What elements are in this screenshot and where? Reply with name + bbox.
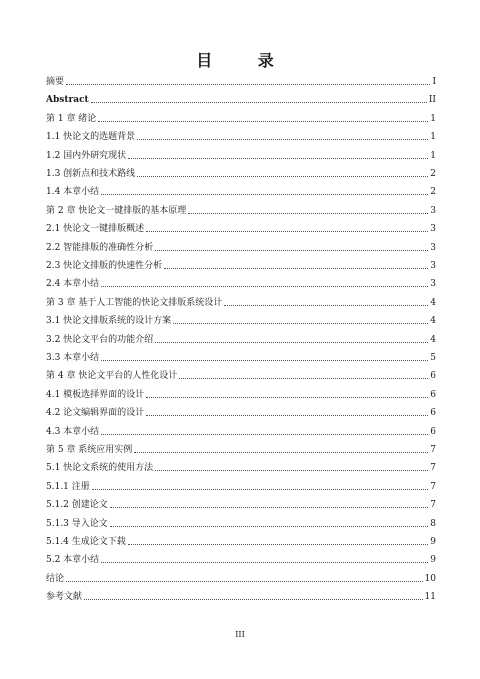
toc-entry[interactable] xyxy=(46,166,436,180)
toc-dot-leader xyxy=(101,434,428,435)
toc-dot-leader xyxy=(164,268,428,269)
toc-entry-page-number: 7 xyxy=(430,481,436,492)
toc-entry-label: 3.2 快论文平台的功能介绍 xyxy=(46,334,154,345)
toc-dot-leader xyxy=(91,102,427,103)
toc-entry-label: 2.3 快论文排版的快速性分析 xyxy=(46,261,163,271)
toc-entry[interactable] xyxy=(46,276,436,290)
toc-dot-leader xyxy=(101,286,428,287)
toc-entry[interactable] xyxy=(46,589,436,603)
toc-entry-label: 3.3 本章小结 xyxy=(46,353,100,363)
toc-dot-leader xyxy=(128,158,428,159)
toc-entry[interactable] xyxy=(46,258,436,272)
page-number-footer: III xyxy=(235,630,245,639)
toc-entry-page-number: 1 xyxy=(430,132,436,143)
toc-dot-leader xyxy=(137,176,428,177)
toc-entry-label: 5.2 本章小结 xyxy=(46,555,100,566)
toc-entry-label: 5.1 快论文系统的使用方法 xyxy=(46,463,154,474)
toc-entry-page-number: 3 xyxy=(430,242,436,253)
toc-dot-leader xyxy=(134,452,428,453)
toc-entry-label: 2.4 本章小结 xyxy=(46,279,100,290)
toc-entry-page-number: 3 xyxy=(430,261,436,271)
toc-entry-page-number: 11 xyxy=(424,592,436,603)
toc-dot-leader xyxy=(92,489,429,490)
toc-dot-leader xyxy=(98,121,428,122)
toc-entry-label: 4.1 模板选择界面的设计 xyxy=(46,389,145,400)
toc-entry-page-number: I xyxy=(432,77,436,87)
toc-entry[interactable] xyxy=(46,350,436,364)
toc-dot-leader xyxy=(173,323,428,324)
toc-entry-page-number: 7 xyxy=(430,463,436,474)
toc-entry-label: 1.2 国内外研究现状 xyxy=(46,150,127,161)
toc-entry[interactable] xyxy=(46,552,436,566)
toc-entry-label: 参考文献 xyxy=(46,592,83,603)
toc-entry[interactable] xyxy=(46,184,436,198)
toc-entry-label: 第 3 章 基于人工智能的快论文排版系统设计 xyxy=(46,297,223,308)
toc-entry[interactable] xyxy=(46,460,436,474)
toc-entry-page-number: 5 xyxy=(430,353,436,363)
toc-entry[interactable] xyxy=(46,534,436,548)
toc-dot-leader xyxy=(137,139,428,140)
toc-entry-page-number: 4 xyxy=(430,316,436,327)
toc-entry-label: 2.2 智能排版的准确性分析 xyxy=(46,242,154,253)
toc-entry-label: 1.4 本章小结 xyxy=(46,187,100,198)
toc-entry-page-number: 3 xyxy=(430,224,436,235)
toc-dot-leader xyxy=(84,599,423,600)
toc-entry-label: 第 2 章 快论文一键排版的基本原理 xyxy=(46,205,187,216)
toc-entry-page-number: 3 xyxy=(430,279,436,290)
toc-entry-page-number: 10 xyxy=(424,573,436,584)
toc-entry[interactable] xyxy=(46,240,436,254)
toc-entry-label: Abstract xyxy=(46,95,89,106)
toc-entry-label: 第 4 章 快论文平台的人性化设计 xyxy=(46,371,178,382)
page-title: 目 录 xyxy=(196,51,294,70)
toc-entry[interactable] xyxy=(46,295,436,309)
toc-dot-leader xyxy=(146,397,428,398)
toc-entry-label: 2.1 快论文一键排版概述 xyxy=(46,224,145,235)
toc-dot-leader xyxy=(146,415,428,416)
toc-entry-label: 1.3 创新点和技术路线 xyxy=(46,169,136,179)
toc-entry-page-number: 1 xyxy=(430,113,436,124)
toc-entry-page-number: 1 xyxy=(430,150,436,161)
toc-entry-label: 4.3 本章小结 xyxy=(46,426,100,437)
toc-entry-label: 第 5 章 系统应用实例 xyxy=(46,445,133,455)
toc-entry[interactable] xyxy=(46,221,436,235)
toc-entry-page-number: 6 xyxy=(430,389,436,400)
toc-dot-leader xyxy=(128,544,429,545)
toc-entry-page-number: 9 xyxy=(430,537,436,547)
toc-dot-leader xyxy=(188,213,428,214)
toc-entry-page-number: 7 xyxy=(430,500,436,511)
toc-entry[interactable] xyxy=(46,571,436,585)
toc-dot-leader xyxy=(101,360,428,361)
toc-entry-label: 4.2 论文编辑界面的设计 xyxy=(46,408,145,419)
toc-dot-leader xyxy=(146,231,428,232)
toc-dot-leader xyxy=(110,526,429,527)
toc-dot-leader xyxy=(66,581,423,582)
toc-entry[interactable] xyxy=(46,387,436,401)
toc-entry[interactable] xyxy=(46,129,436,143)
toc-entry[interactable] xyxy=(46,442,436,456)
toc-entry[interactable] xyxy=(46,405,436,419)
toc-entry-label: 5.1.1 注册 xyxy=(46,481,90,492)
toc-entry[interactable] xyxy=(46,148,436,162)
toc-entry-label: 1.1 快论文的选题背景 xyxy=(46,132,136,143)
toc-entry[interactable] xyxy=(46,497,436,511)
toc-dot-leader xyxy=(66,84,430,85)
toc-entry[interactable] xyxy=(46,424,436,438)
toc-dot-leader xyxy=(101,194,428,195)
toc-entry-page-number: 4 xyxy=(430,297,436,308)
toc-dot-leader xyxy=(179,378,428,379)
toc-entry-label: 摘要 xyxy=(46,77,65,87)
toc-entry[interactable] xyxy=(46,74,436,88)
toc-entry-page-number: 2 xyxy=(430,169,436,179)
toc-entry-label: 结论 xyxy=(46,573,65,584)
toc-entry-page-number: 6 xyxy=(430,371,436,382)
toc-dot-leader xyxy=(155,470,428,471)
toc-entry-label: 5.1.2 创建论文 xyxy=(46,500,108,511)
toc-entry[interactable] xyxy=(46,203,436,217)
toc-entry-label: 5.1.3 导入论文 xyxy=(46,518,108,529)
toc-entry-label: 第 1 章 绪论 xyxy=(46,113,97,124)
toc-entry-page-number: 4 xyxy=(430,334,436,345)
toc-entry-page-number: 2 xyxy=(430,187,436,198)
toc-entry[interactable] xyxy=(46,479,436,493)
toc-entry-page-number: II xyxy=(428,95,436,106)
toc-entry[interactable] xyxy=(46,516,436,530)
toc-entry[interactable] xyxy=(46,332,436,346)
toc-entry-label: 3.1 快论文排版系统的设计方案 xyxy=(46,316,172,327)
toc-entry-page-number: 6 xyxy=(430,408,436,419)
toc-entry-page-number: 7 xyxy=(430,445,436,455)
toc-entry[interactable] xyxy=(46,111,436,125)
toc-dot-leader xyxy=(155,250,428,251)
toc-entry-page-number: 9 xyxy=(430,555,436,566)
toc-dot-leader xyxy=(101,562,428,563)
toc-dot-leader xyxy=(155,342,428,343)
toc-entry-page-number: 8 xyxy=(430,518,436,529)
toc-entry[interactable] xyxy=(46,92,436,106)
toc-entry-page-number: 6 xyxy=(430,426,436,437)
toc-entry-page-number: 3 xyxy=(430,205,436,216)
toc-entry[interactable] xyxy=(46,368,436,382)
toc-dot-leader xyxy=(110,507,429,508)
toc-entry[interactable] xyxy=(46,313,436,327)
toc-dot-leader xyxy=(224,305,428,306)
toc-entry-label: 5.1.4 生成论文下载 xyxy=(46,537,126,547)
